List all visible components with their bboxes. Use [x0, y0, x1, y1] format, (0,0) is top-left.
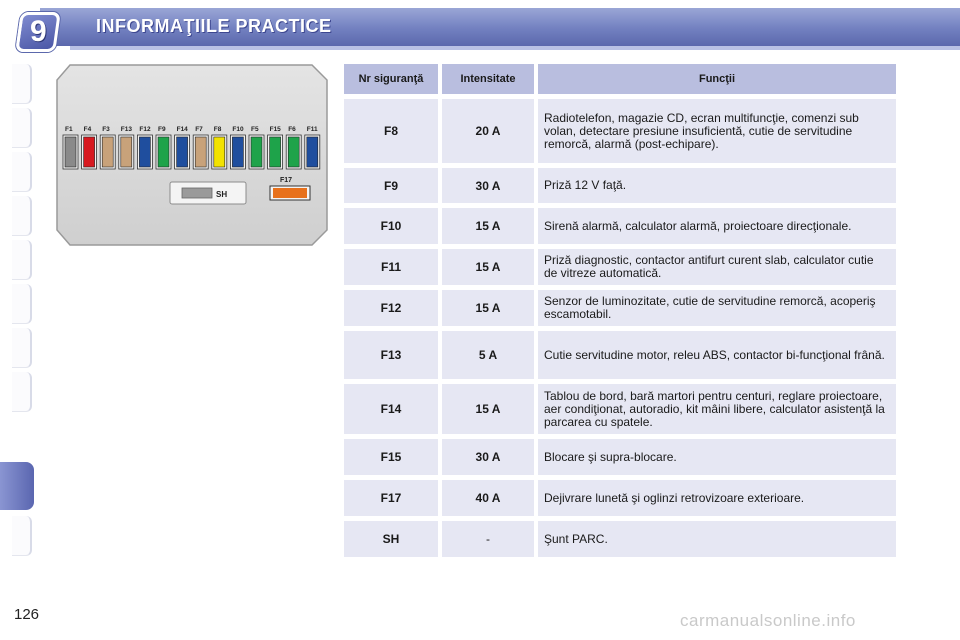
side-tab[interactable] [12, 240, 32, 280]
fuse-label-f6: F6 [288, 126, 296, 133]
side-tab[interactable] [12, 284, 32, 324]
table-row [344, 480, 896, 516]
table-row [344, 384, 896, 434]
side-tab[interactable] [12, 372, 32, 412]
side-tab[interactable] [12, 516, 32, 556]
header-functions: Funcţii [538, 64, 896, 94]
fuse-f15 [270, 137, 281, 167]
table-row [344, 521, 896, 557]
fuse-f8 [214, 137, 225, 167]
fuse-f10 [232, 137, 243, 167]
fuse-label-f5: F5 [251, 126, 259, 133]
fuse-label-f8: F8 [213, 126, 222, 133]
cell-intensity: 15 A [442, 290, 534, 326]
cell-intensity: 40 A [442, 480, 534, 516]
side-tab[interactable] [12, 152, 32, 192]
cell-nr: F13 [344, 331, 438, 379]
cell-nr: F8 [344, 99, 438, 163]
side-tab-active[interactable] [0, 462, 34, 510]
cell-intensity: 15 A [442, 208, 534, 244]
fuse-label-f15: F15 [269, 126, 281, 133]
cell-functions: Blocare şi supra-blocare. [538, 439, 896, 475]
cell-functions: Şunt PARC. [538, 521, 896, 557]
sh-shunt-blade [182, 188, 212, 198]
header-nr: Nr siguranţă [344, 64, 438, 94]
cell-functions: Senzor de luminozitate, cutie de servitudine remorcă, acoperiş escamotabil. [538, 290, 896, 326]
f17-label: F17 [280, 177, 293, 184]
fuse-label-f11: F11 [306, 126, 318, 133]
sh-label: SH [216, 190, 228, 199]
page-number: 126 [14, 606, 40, 623]
fuse-f4 [84, 137, 95, 167]
side-tab[interactable] [12, 64, 32, 104]
cell-nr: F12 [344, 290, 438, 326]
fuse-label-f7: F7 [195, 126, 203, 133]
table-row [344, 208, 896, 244]
cell-intensity: 15 A [442, 249, 534, 285]
fuse-f6 [288, 137, 299, 167]
fuse-f13 [121, 137, 132, 167]
header-stripe [70, 46, 960, 50]
chapter-side-tabs [0, 64, 34, 574]
chapter-number: 9 [29, 15, 47, 48]
fuse-label-f12: F12 [139, 126, 151, 133]
fuse-f7 [195, 137, 206, 167]
fuse-label-f1: F1 [65, 126, 73, 133]
cell-functions: Cutie servitudine motor, releu ABS, contactor bi-funcţional frână. [538, 331, 896, 379]
table-row [344, 439, 896, 475]
chapter-badge [15, 12, 61, 52]
table-row [344, 290, 896, 326]
fuse-table [340, 59, 900, 562]
cell-nr: F11 [344, 249, 438, 285]
fuse-f9 [158, 137, 169, 167]
fuse-f14 [177, 137, 188, 167]
cell-nr: F9 [344, 168, 438, 203]
watermark: carmanualsonline.info [680, 611, 856, 630]
cell-nr: F17 [344, 480, 438, 516]
side-tab[interactable] [12, 196, 32, 236]
fuse-label-f3: F3 [102, 126, 110, 133]
cell-intensity: 30 A [442, 439, 534, 475]
table-header-row [344, 64, 896, 94]
table-row [344, 168, 896, 203]
table-row [344, 249, 896, 285]
f17-fuse [273, 188, 307, 198]
cell-functions: Priză diagnostic, contactor antifurt curent slab, calculator cutie de vitreze automatică. [538, 249, 896, 285]
fuse-box-diagram [56, 64, 328, 246]
fuse-label-f13: F13 [120, 126, 133, 133]
fuse-f12 [139, 137, 150, 167]
cell-nr: F10 [344, 208, 438, 244]
fuse-f5 [251, 137, 262, 167]
fuse-label-f14: F14 [176, 126, 188, 133]
cell-nr: SH [344, 521, 438, 557]
fuse-label-f4: F4 [83, 126, 92, 133]
cell-nr: F15 [344, 439, 438, 475]
cell-intensity: 15 A [442, 384, 534, 434]
fuse-f1 [65, 137, 76, 167]
cell-functions: Radiotelefon, magazie CD, ecran multifuncţie, comenzi sub volan, detectare presiune insuficientă, cutie de servitudine remorcă, alarmă (post-echipare). [538, 99, 896, 163]
table-row [344, 99, 896, 163]
side-tab[interactable] [12, 328, 32, 368]
cell-intensity: 5 A [442, 331, 534, 379]
fuse-label-f9: F9 [158, 126, 166, 133]
cell-functions: Sirenă alarmă, calculator alarmă, proiectoare direcţionale. [538, 208, 896, 244]
fuse-f3 [102, 137, 113, 167]
table-row [344, 331, 896, 379]
header-intensity: Intensitate [442, 64, 534, 94]
cell-nr: F14 [344, 384, 438, 434]
page-title: INFORMAŢIILE PRACTICE [96, 16, 332, 36]
cell-functions: Priză 12 V faţă. [538, 168, 896, 203]
fuse-f11 [307, 137, 318, 167]
cell-functions: Tablou de bord, bară martori pentru centuri, reglare proiectoare, aer condiţionat, autoradio, kit mâini libere, calculator asistenţă la parcarea cu spatele. [538, 384, 896, 434]
cell-intensity: 30 A [442, 168, 534, 203]
cell-intensity: 20 A [442, 99, 534, 163]
fuse-label-f10: F10 [232, 126, 244, 133]
cell-intensity: - [442, 521, 534, 557]
side-tab[interactable] [12, 108, 32, 148]
cell-functions: Dejivrare lunetă şi oglinzi retrovizoare exterioare. [538, 480, 896, 516]
